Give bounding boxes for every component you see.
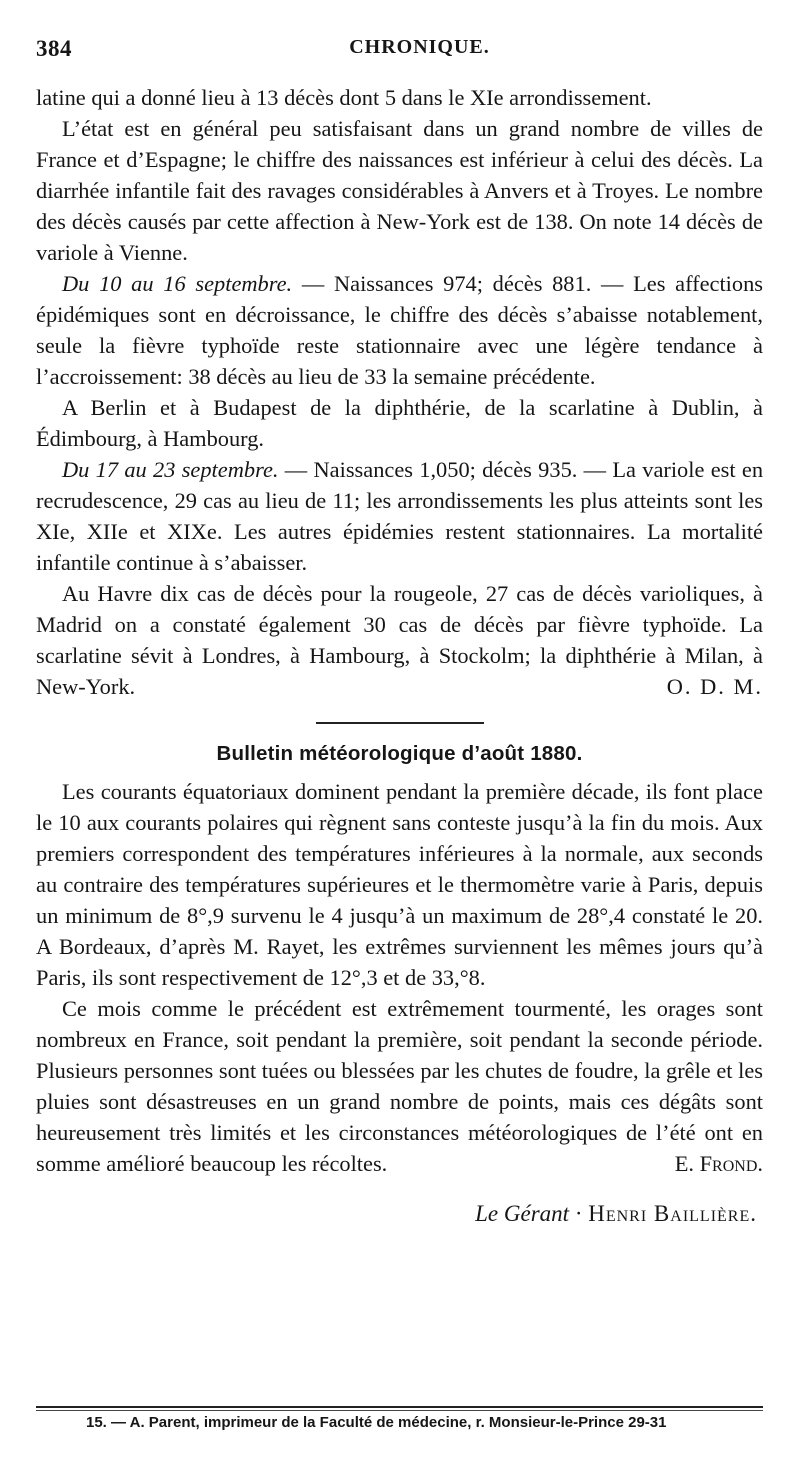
footer-rule bbox=[36, 1406, 763, 1408]
bulletin-title: Bulletin météorologique d’août 1880. bbox=[216, 742, 583, 765]
gerant-separator: · bbox=[569, 1201, 589, 1226]
paragraph-berlin: A Berlin et à Budapest de la diphthérie, de la scarlatine à Dublin, à Édimbourg, à Hambourg. bbox=[36, 395, 763, 451]
paragraph-week-17-23 bbox=[36, 454, 763, 578]
section-divider bbox=[316, 722, 484, 724]
date-range-10-16: Du 10 au 16 septembre. bbox=[62, 271, 293, 296]
gerant-line bbox=[36, 1193, 763, 1237]
chronique-body bbox=[36, 82, 763, 702]
running-title: CHRONIQUE. bbox=[349, 36, 490, 58]
paragraph-week-10-16 bbox=[36, 268, 763, 392]
paragraph-continuation: latine qui a donné lieu à 13 décès dont 5 dans le XIe arrondissement. bbox=[36, 85, 652, 110]
printer-imprint: 15. — A. Parent, imprimeur de la Faculté de médecine, r. Monsieur-le-Prince 29-31 bbox=[86, 1414, 667, 1431]
paragraph-storms bbox=[36, 993, 763, 1179]
week-17-23-text: — Naissances 1,050; décès 935. — La variole est en recrudescence, 29 cas au lieu de 11; les arrondissements les plus atteints sont les XIe, XIIe et XIXe. Les autres épidémies restent stationnaires. La mortalité infantile continue à s’abaisser. bbox=[36, 457, 764, 575]
week-10-16-text: — Naissances 974; décès 881. — Les affections épidémiques sont en décroissance, le chiffre des décès s’abaisse notablement, seule la fièvre typhoïde reste stationnaire avec une légère tendance à l’accroissement: 38 décès au lieu de 33 la semaine précédente. bbox=[36, 271, 764, 389]
running-head bbox=[36, 30, 763, 64]
gerant-label: Le Gérant bbox=[475, 1201, 570, 1226]
signature-frond: E. Frond. bbox=[674, 1151, 763, 1176]
bulletin-body bbox=[36, 776, 763, 1179]
paragraph-havre bbox=[36, 578, 763, 702]
signature-odm: O. D. M. bbox=[666, 674, 763, 699]
footer-rule-thin bbox=[36, 1410, 763, 1411]
page-number: 384 bbox=[36, 36, 72, 61]
date-range-17-23: Du 17 au 23 septembre. bbox=[62, 457, 279, 482]
document-page bbox=[36, 30, 763, 1440]
havre-text: Au Havre dix cas de décès pour la rougeole, 27 cas de décès varioliques, à Madrid on a constaté également 30 cas de décès par fièvre typhoïde. La scarlatine sévit à Londres, à Hambourg, à Stockolm; la diphthérie à Milan, à New-York. bbox=[36, 581, 763, 699]
paragraph-general-state: L’état est en général peu satisfaisant dans un grand nombre de villes de France et d’Espagne; le chiffre des naissances est inférieur à celui des décès. La diarrhée infantile fait des ravages considérables à Anvers et à Troyes. Le nombre des décès causés par cette affection à New-York est de 138. On note 14 décès de variole à Vienne. bbox=[36, 116, 763, 265]
paragraph-currents: Les courants équatoriaux dominent pendant la première décade, ils font place le 10 aux courants polaires qui règnent sans conteste jusqu’à la fin du mois. Aux premiers correspondent des températures inférieures à la normale, aux seconds au contraire des températures supérieures et le thermomètre varie à Paris, depuis un minimum de 8°,9 survenu le 4 jusqu’à un maximum de 28°,4 constaté le 20. A Bordeaux, d’après M. Rayet, les extrêmes surviennent les mêmes jours qu’à Paris, ils sont respectivement de 12°,3 et de 33,°8. bbox=[36, 779, 763, 990]
storms-text: Ce mois comme le précédent est extrêmement tourmenté, les orages sont nombreux en France, soit pendant la première, soit pendant la seconde période. Plusieurs personnes sont tuées ou blessées par les chutes de foudre, la grêle et les pluies sont désastreuses en un grand nombre de points, mais ces dégâts sont heureusement très limités et les circonstances météorologiques de l’été ont en somme amélioré beaucoup les récoltes. bbox=[36, 996, 763, 1176]
gerant-name: Henri Baillière. bbox=[588, 1201, 757, 1226]
